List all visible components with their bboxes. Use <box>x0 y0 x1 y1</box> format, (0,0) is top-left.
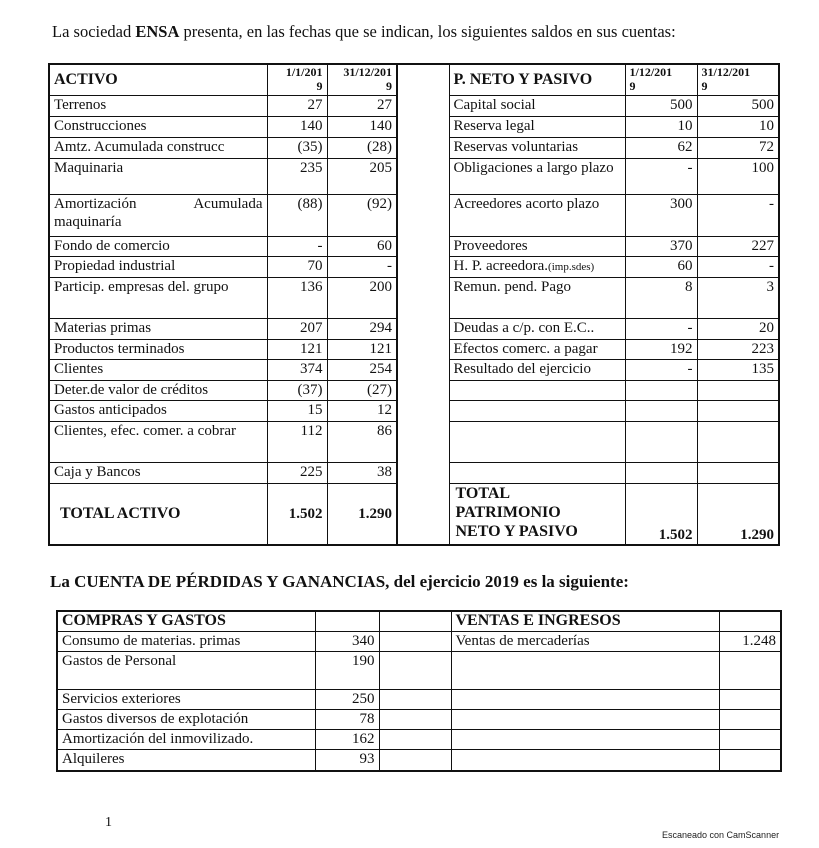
activo-value-2019-start: - <box>267 236 327 256</box>
pasivo-value-2019-start: 370 <box>625 236 697 256</box>
pasivo-value-2019-end: 100 <box>697 158 779 194</box>
activo-label: Deter.de valor de créditos <box>49 380 267 400</box>
pasivo-value-2019-start: - <box>625 359 697 380</box>
pyg-title: La CUENTA DE PÉRDIDAS Y GANANCIAS, del ejercicio 2019 es la siguiente: <box>50 572 629 591</box>
gasto-label: Gastos de Personal <box>57 651 315 689</box>
activo-date2: 31/12/201 9 <box>327 64 397 95</box>
pasivo-value-2019-end: 223 <box>697 339 779 359</box>
pasivo-value-2019-start <box>625 400 697 421</box>
pasivo-value-2019-start: 62 <box>625 137 697 158</box>
pasivo-value-2019-start: - <box>625 318 697 339</box>
ingreso-label <box>451 729 719 749</box>
activo-value-2019-end: 86 <box>327 421 397 462</box>
pasivo-label <box>449 256 625 277</box>
pasivo-label <box>449 421 625 462</box>
pasivo-value-2019-start: 300 <box>625 194 697 236</box>
pyg-empty-cell <box>379 689 451 709</box>
pasivo-label-text: Efectos comerc. a pagar <box>453 340 598 357</box>
total-pasivo-label-line: TOTAL <box>455 484 511 502</box>
activo-header: ACTIVO <box>49 64 267 95</box>
pyg-row <box>57 631 781 651</box>
pyg-header-row <box>57 611 781 631</box>
pyg-row <box>57 749 781 771</box>
activo-value-2019-end: 294 <box>327 318 397 339</box>
pasivo-label <box>449 277 625 318</box>
pasivo-value-2019-start <box>625 380 697 400</box>
pasivo-value-2019-start: 192 <box>625 339 697 359</box>
pasivo-label-text: Resultado del ejercicio <box>453 360 591 377</box>
activo-value-2019-end: 27 <box>327 95 397 116</box>
activo-value-2019-start: (37) <box>267 380 327 400</box>
scanner-watermark: Escaneado con CamScanner <box>662 830 780 840</box>
total-activo-label: TOTAL ACTIVO <box>49 483 267 545</box>
activo-value-2019-start: 112 <box>267 421 327 462</box>
pasivo-label-text: Reservas voluntarias <box>453 138 579 155</box>
activo-label: Terrenos <box>49 95 267 116</box>
pasivo-header: P. NETO Y PASIVO <box>449 64 625 95</box>
pasivo-label <box>449 194 625 236</box>
gasto-label: Amortización del inmovilizado. <box>57 729 315 749</box>
balance-header-row <box>49 64 779 95</box>
gasto-label: Servicios exteriores <box>57 689 315 709</box>
pyg-empty-cell <box>379 651 451 689</box>
activo-label: Amortización Acumulada maquinaría <box>49 194 267 236</box>
pasivo-label-note: (imp.sdes) <box>548 260 595 273</box>
pasivo-label <box>449 359 625 380</box>
gasto-value: 250 <box>315 689 379 709</box>
gasto-value: 93 <box>315 749 379 771</box>
pasivo-label <box>449 380 625 400</box>
pyg-empty-cell <box>719 611 781 631</box>
activo-label: Particip. empresas del. grupo <box>49 277 267 318</box>
ingreso-label: Ventas de mercaderías <box>451 631 719 651</box>
pasivo-value-2019-end: - <box>697 194 779 236</box>
pyg-table <box>56 610 782 772</box>
pasivo-label <box>449 462 625 483</box>
pasivo-label-text: Remun. pend. Pago <box>453 278 571 295</box>
activo-value-2019-start: 374 <box>267 359 327 380</box>
activo-value-2019-start: 225 <box>267 462 327 483</box>
activo-value-2019-end: (27) <box>327 380 397 400</box>
activo-value-2019-start: (88) <box>267 194 327 236</box>
activo-value-2019-start: 27 <box>267 95 327 116</box>
pasivo-value-2019-end: 20 <box>697 318 779 339</box>
pyg-row <box>57 651 781 689</box>
gasto-value: 78 <box>315 709 379 729</box>
pasivo-label-text: Deudas a c/p. con E.C.. <box>453 319 595 336</box>
activo-value-2019-end: 60 <box>327 236 397 256</box>
pasivo-label <box>449 116 625 137</box>
ingreso-value <box>719 749 781 771</box>
pasivo-label-text: H. P. acreedora. <box>453 257 549 274</box>
total-activo-value-end: 1.290 <box>327 483 397 545</box>
balance-table <box>48 63 780 546</box>
pasivo-value-2019-end: 500 <box>697 95 779 116</box>
activo-label: Fondo de comercio <box>49 236 267 256</box>
pasivo-value-2019-start: 500 <box>625 95 697 116</box>
activo-value-2019-start: 136 <box>267 277 327 318</box>
pasivo-value-2019-end: - <box>697 256 779 277</box>
activo-value-2019-start: 121 <box>267 339 327 359</box>
activo-value-2019-end: 38 <box>327 462 397 483</box>
pasivo-label <box>449 236 625 256</box>
intro-text <box>52 22 676 42</box>
pyg-empty-cell <box>315 611 379 631</box>
pasivo-value-2019-end <box>697 421 779 462</box>
page-number: 1 <box>105 815 112 830</box>
activo-value-2019-end: (28) <box>327 137 397 158</box>
gasto-label: Gastos diversos de explotación <box>57 709 315 729</box>
activo-value-2019-start: 235 <box>267 158 327 194</box>
activo-value-2019-end: 12 <box>327 400 397 421</box>
pasivo-value-2019-end <box>697 380 779 400</box>
pasivo-value-2019-end: 135 <box>697 359 779 380</box>
gasto-value: 162 <box>315 729 379 749</box>
intro-suffix: presenta, en las fechas que se indican, los siguientes saldos en sus cuentas: <box>179 22 676 41</box>
activo-label: Caja y Bancos <box>49 462 267 483</box>
ingreso-value <box>719 651 781 689</box>
intro-prefix: La sociedad <box>52 22 136 41</box>
pasivo-label-text: Acreedores acorto plazo <box>453 195 600 212</box>
activo-value-2019-end: (92) <box>327 194 397 236</box>
activo-value-2019-end: 121 <box>327 339 397 359</box>
activo-value-2019-start: 140 <box>267 116 327 137</box>
total-pasivo-label <box>449 483 625 545</box>
activo-value-2019-end: 140 <box>327 116 397 137</box>
ingreso-value <box>719 709 781 729</box>
total-pasivo-label-line: NETO Y PASIVO <box>455 522 578 540</box>
activo-label: Clientes <box>49 359 267 380</box>
pasivo-value-2019-start: 10 <box>625 116 697 137</box>
activo-value-2019-end: - <box>327 256 397 277</box>
pasivo-date1: 1/12/201 9 <box>625 64 697 95</box>
ingreso-value: 1.248 <box>719 631 781 651</box>
pasivo-value-2019-start <box>625 462 697 483</box>
activo-value-2019-end: 205 <box>327 158 397 194</box>
pasivo-label <box>449 400 625 421</box>
pasivo-label <box>449 158 625 194</box>
activo-label: Construcciones <box>49 116 267 137</box>
total-pasivo-label-line: PATRIMONIO <box>455 503 561 521</box>
activo-label: Materias primas <box>49 318 267 339</box>
pyg-empty-cell <box>379 709 451 729</box>
total-pasivo-value-start: 1.502 <box>625 483 697 545</box>
pasivo-label-text: Capital social <box>453 96 536 113</box>
pyg-row <box>57 689 781 709</box>
activo-value-2019-end: 200 <box>327 277 397 318</box>
gasto-value: 340 <box>315 631 379 651</box>
pasivo-label <box>449 95 625 116</box>
activo-label: Clientes, efec. comer. a cobrar <box>49 421 267 462</box>
activo-value-2019-start: 207 <box>267 318 327 339</box>
pyg-empty-cell <box>379 631 451 651</box>
activo-label: Amtz. Acumulada construcc <box>49 137 267 158</box>
activo-label: Productos terminados <box>49 339 267 359</box>
pyg-empty-cell <box>379 749 451 771</box>
ingresos-header: VENTAS E INGRESOS <box>451 611 719 631</box>
pyg-row <box>57 709 781 729</box>
pasivo-label <box>449 318 625 339</box>
pasivo-value-2019-start: 8 <box>625 277 697 318</box>
pasivo-date2: 31/12/201 9 <box>697 64 779 95</box>
activo-label: Gastos anticipados <box>49 400 267 421</box>
gasto-label: Alquileres <box>57 749 315 771</box>
ingreso-value <box>719 689 781 709</box>
pasivo-value-2019-start <box>625 421 697 462</box>
pasivo-value-2019-end: 10 <box>697 116 779 137</box>
total-pasivo-value-end: 1.290 <box>697 483 779 545</box>
gastos-header: COMPRAS Y GASTOS <box>57 611 315 631</box>
pasivo-label-text: Obligaciones a largo plazo <box>453 159 614 176</box>
gasto-value: 190 <box>315 651 379 689</box>
pasivo-label-text: Reserva legal <box>453 117 535 134</box>
ingreso-label <box>451 709 719 729</box>
pasivo-label <box>449 339 625 359</box>
activo-value-2019-start: 70 <box>267 256 327 277</box>
ingreso-value <box>719 729 781 749</box>
ingreso-label <box>451 651 719 689</box>
pasivo-value-2019-end <box>697 400 779 421</box>
pasivo-label <box>449 137 625 158</box>
activo-label: Maquinaria <box>49 158 267 194</box>
activo-value-2019-start: 15 <box>267 400 327 421</box>
column-gap <box>397 64 449 545</box>
total-activo-value-start: 1.502 <box>267 483 327 545</box>
activo-value-2019-end: 254 <box>327 359 397 380</box>
activo-value-2019-start: (35) <box>267 137 327 158</box>
pyg-empty-cell <box>379 729 451 749</box>
pasivo-value-2019-end: 227 <box>697 236 779 256</box>
pyg-row <box>57 729 781 749</box>
pasivo-value-2019-end <box>697 462 779 483</box>
pasivo-value-2019-end: 3 <box>697 277 779 318</box>
activo-date1: 1/1/201 9 <box>267 64 327 95</box>
pasivo-label-text: Proveedores <box>453 237 528 254</box>
ingreso-label <box>451 749 719 771</box>
gasto-label: Consumo de materias. primas <box>57 631 315 651</box>
ingreso-label <box>451 689 719 709</box>
pasivo-value-2019-start: - <box>625 158 697 194</box>
company-name: ENSA <box>135 22 180 41</box>
pyg-empty-cell <box>379 611 451 631</box>
pasivo-value-2019-end: 72 <box>697 137 779 158</box>
pasivo-value-2019-start: 60 <box>625 256 697 277</box>
activo-label: Propiedad industrial <box>49 256 267 277</box>
